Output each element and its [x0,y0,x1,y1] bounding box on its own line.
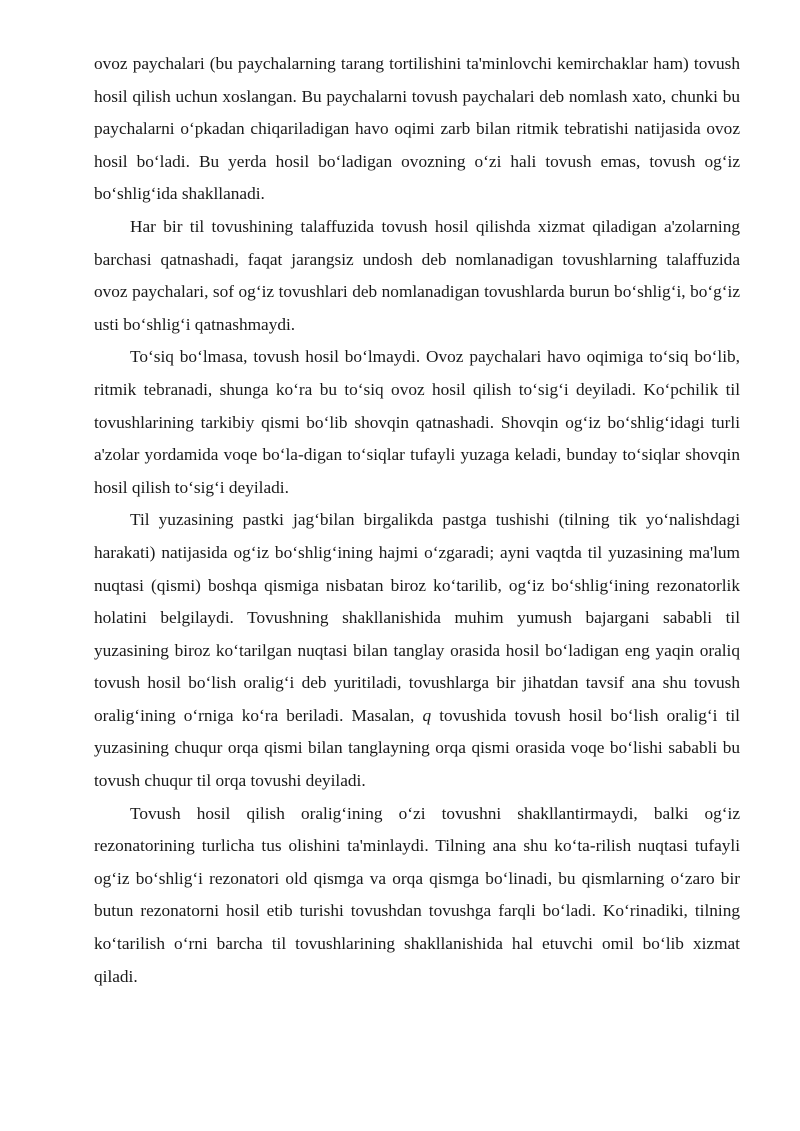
paragraph-text: tovushida tovush hosil bo‘lish oralig‘i til yuzasining chuqur orqa qismi bilan tanglayning orqa qismi orasida voqe bo‘lishi sababli bu tovush chuqur til orqa tovushi deyiladi. [94,705,740,791]
paragraph [94,504,740,797]
paragraph-text: Til yuzasining pastki jag‘bilan birgalikda pastga tushishi (tilning tik yo‘nalishdagi harakati) natijasida og‘iz bo‘shlig‘ining hajmi o‘zgaradi; ayni vaqtda til yuzasining ma'lum nuqtasi (qismi) boshqa qismiga nisbatan biroz ko‘tarilib, og‘iz bo‘shlig‘ining rezonatorlik holatini belgilaydi. Tovushning shakllanishida muhim yumush bajargani sababli til yuzasining biroz ko‘tarilgan nuqtasi bilan tanglay orasida hosil bo‘ladigan eng yaqin oraliq tovush hosil bo‘lish oralig‘i deb yuritiladi, tovushlarga bir jihatdan tavsif ana shu tovush oralig‘ining o‘rniga ko‘ra beriladi. Masalan, [94,510,740,725]
paragraph: To‘siq bo‘lmasa, tovush hosil bo‘lmaydi. Ovoz paychalari havo oqimiga to‘siq bo‘lib, ritmik tebranadi, shunga ko‘ra bu to‘siq ovoz hosil qilish to‘sig‘i deyiladi. Ko‘pchilik til tovushlarining tarkibiy qismi bo‘lib shovqin qatnashadi. Shovqin og‘iz bo‘shlig‘idagi turli a'zolar yordamida voqe bo‘la-digan to‘siqlar tufayli yuzaga keladi, bunday to‘siqlar shovqin hosil qilish to‘sig‘i deyiladi. [94,347,740,497]
paragraph: Har bir til tovushining talaffuzida tovush hosil qilishda xizmat qiladigan a'zolarning barchasi qatnashadi, faqat jarangsiz undosh deb nomlanadigan tovushlarning talaffuzida ovoz paychalari, sof og‘iz tovushlari deb nomlanadigan tovushlarda burun bo‘shlig‘i, bo‘g‘iz usti bo‘shlig‘i qatnashmaydi. [94,216,740,334]
paragraph: Tovush hosil qilish oralig‘ining o‘zi tovushni shakllantirmaydi, balki og‘iz rezonatorining turlicha tus olishini ta'minlaydi. Tilning ana shu ko‘ta-rilish nuqtasi tufayli og‘iz bo‘shlig‘i rezonatori old qismga va orqa qismga bo‘linadi, bu qismlarning o‘zaro bir butun rezonatorni hosil etib turishi tovushdan tovushga farqli bo‘ladi. Ko‘rinadiki, tilning ko‘tarilish o‘rni barcha til tovushlarining shakllanishida hal etuvchi omil bo‘lib xizmat qiladi. [94,803,740,986]
paragraph-continued: ovoz paychalari (bu paychalarning tarang tortilishini ta'minlovchi kemirchaklar ham) tovush hosil qilish uchun xoslangan. Bu paychalarni tovush paychalari deb nomlash xato, chunki bu paychalarni o‘pkadan chiqariladigan havo oqimi zarb bilan ritmik tebratishi natijasida ovoz hosil bo‘ladi. Bu yerda hosil bo‘ladigan ovozning o‘zi hali tovush emas, tovush og‘iz bo‘shlig‘ida shakllanadi. [94,54,740,204]
document-page [94,48,740,993]
italic-term: q [422,705,432,725]
